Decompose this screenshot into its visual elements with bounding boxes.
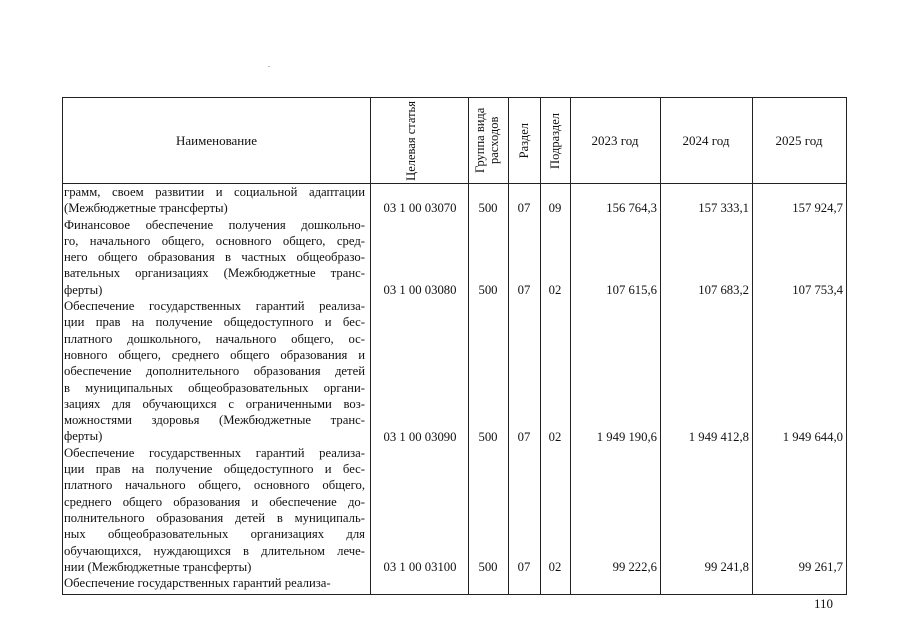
row-name-line: вательных организациях (Межбюджетные транс- — [64, 266, 365, 281]
cell-code: 03 1 00 03090 — [383, 429, 457, 444]
header-subsection-text: Подраздел — [548, 112, 562, 169]
cell-subsection: 02 — [548, 429, 562, 444]
row-name-line: го, начального общего, основного общего, сред- — [64, 233, 365, 248]
row-name-line: Финансовое обеспечение получения дошкольно- — [64, 217, 365, 232]
header-group-text: Группа вида расходов — [473, 107, 501, 174]
header-2025-text: 2025 год — [775, 132, 823, 148]
cell-y2023: 156 764,3 — [606, 201, 657, 216]
row-name-line: ных общеобразовательных организациях для — [64, 527, 365, 542]
header-2024-text: 2024 год — [682, 132, 730, 148]
header-target — [370, 98, 468, 183]
header-group — [468, 98, 508, 183]
cell-code: 03 1 00 03080 — [383, 282, 457, 297]
name-column — [64, 184, 365, 591]
cell-subsection: 02 — [548, 282, 562, 297]
header-subsection — [540, 98, 570, 183]
cell-section: 07 — [517, 559, 531, 574]
cell-group: 500 — [478, 201, 498, 216]
header-2023 — [570, 98, 660, 183]
row-name-line: Обеспечение государственных гарантий реализа- — [64, 576, 331, 591]
row-name-line: полнительного образования детей в муниципаль- — [64, 510, 365, 525]
header-target-text: Целевая статья — [404, 100, 418, 181]
row-name-line: можностями здоровья (Межбюджетные транс- — [64, 413, 365, 428]
cell-section: 07 — [517, 201, 531, 216]
row-name-line: платного дошкольного, начального общего, ос- — [64, 331, 365, 346]
cell-section: 07 — [517, 429, 531, 444]
row-name-line: обучающихся, нуждающихся в длительном лече- — [64, 543, 365, 558]
cell-y2024: 157 333,1 — [698, 201, 749, 216]
row-name-line: ферты) — [64, 429, 103, 444]
cell-code: 03 1 00 03070 — [383, 201, 457, 216]
row-name-line: обеспечение дополнительного образования детей — [64, 364, 365, 379]
header-name — [63, 98, 370, 183]
cell-group: 500 — [478, 282, 498, 297]
cell-subsection: 02 — [548, 559, 562, 574]
header-section — [508, 98, 540, 183]
budget-table — [62, 97, 847, 595]
cell-y2025: 99 261,7 — [798, 559, 843, 574]
header-2023-text: 2023 год — [591, 132, 639, 148]
row-name-line: грамм, своем развитии и социальной адаптации — [64, 185, 365, 199]
cell-group: 500 — [478, 559, 498, 574]
row-name-line: ции прав на получение общедоступного и бес- — [64, 462, 365, 477]
row-name-line: в муниципальных общеобразовательных органи- — [64, 380, 365, 395]
cell-section: 07 — [517, 282, 531, 297]
row-name-line: новного общего, среднего общего образования и — [64, 347, 365, 362]
cell-y2024: 107 683,2 — [698, 282, 749, 297]
row-name-line: Обеспечение государственных гарантий реализа- — [64, 299, 365, 314]
page-number: 110 — [814, 596, 834, 611]
cell-code: 03 1 00 03100 — [383, 559, 457, 574]
cell-y2023: 99 222,6 — [612, 559, 657, 574]
scan-speck — [268, 66, 270, 67]
row-name-line: платного начального общего, основного общего, — [64, 478, 365, 493]
header-name-text: Наименование — [176, 132, 257, 148]
cell-y2025: 1 949 644,0 — [782, 429, 843, 444]
cell-y2023: 1 949 190,6 — [596, 429, 657, 444]
row-name-line: Обеспечение государственных гарантий реализа- — [64, 445, 365, 460]
header-2024 — [660, 98, 752, 183]
row-name-line: ферты) — [64, 282, 103, 297]
cell-subsection: 09 — [548, 201, 562, 216]
row-name-line: него общего образования в частных общеобразо- — [64, 250, 365, 265]
cell-group: 500 — [478, 429, 498, 444]
row-name-line: среднего общего образования и обеспечение до- — [64, 494, 365, 509]
cell-y2023: 107 615,6 — [606, 282, 657, 297]
cell-y2024: 1 949 412,8 — [688, 429, 749, 444]
cell-y2025: 107 753,4 — [792, 282, 843, 297]
row-name-line: нии (Межбюджетные трансферты) — [64, 559, 252, 574]
row-name-line: ции прав на получение общедоступного и бес- — [64, 315, 365, 330]
cell-y2024: 99 241,8 — [704, 559, 749, 574]
header-section-text: Раздел — [517, 122, 531, 159]
cell-y2025: 157 924,7 — [792, 201, 843, 216]
row-name-line: зациях для обучающихся с ограниченными воз- — [64, 396, 365, 411]
header-2025 — [752, 98, 846, 183]
row-name-line: (Межбюджетные трансферты) — [64, 201, 228, 216]
